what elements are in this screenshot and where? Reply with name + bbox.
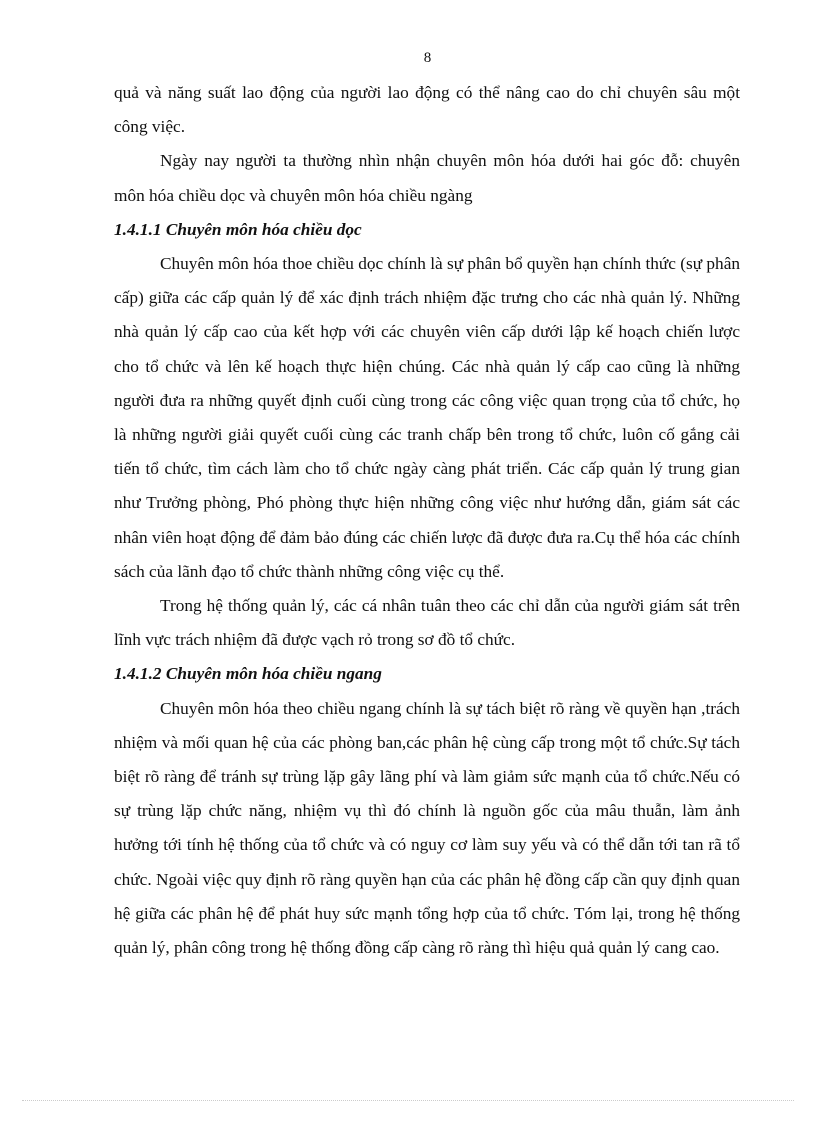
paragraph-vertical-specialization: Chuyên môn hóa thoe chiều dọc chính là sự phân bổ quyền hạn chính thức (sự phân cấp) giữa các cấp quản lý để xác định trách nhiệm đặc trưng cho các nhà quản lý. Những nhà quản lý cấp cao của kết hợp với các chuyên viên cấp dưới lập kế hoạch chiến lược cho tổ chức và lên kế hoạch thực hiện chúng. Các nhà quản lý cấp cao cũng là những người đưa ra những quyết định cuối cùng trong các công việc quan trọng của tổ chức, họ là những người giải quyết cuối cùng các tranh chấp bên trong tổ chức, luôn cố gắng cải tiến tổ chức, tìm cách làm cho tổ chức ngày càng phát triển. Các cấp quản lý trung gian như Trưởng phòng, Phó phòng thực hiện những công việc như hướng dẫn, giám sát các nhân viên hoạt động để đảm bảo đúng các chiến lược đã được đưa ra.Cụ thể hóa các chính sách của lãnh đạo tổ chức thành những công việc cụ thể. xyxy=(114,254,741,581)
paragraph-supervision: Trong hệ thống quản lý, các cá nhân tuân theo các chỉ dẫn của người giám sát trên lĩnh vực trách nhiệm đã được vạch rỏ trong sơ đồ tổ chức. xyxy=(114,596,740,650)
paragraph-horizontal-specialization: Chuyên môn hóa theo chiều ngang chính là sự tách biệt rõ ràng về quyền hạn ,trách nhiệm và mối quan hệ của các phòng ban,các phân hệ cùng cấp trong một tổ chức.Sự tách biệt rõ ràng để tránh sự trùng lặp gây lãng phí và làm giảm sức mạnh của tổ chức.Nếu có sự trùng lặp chức năng, nhiệm vụ thì đó chính là nguồn gốc của mâu thuẫn, làm ảnh hưởng tới tính hệ thống của tổ chức và có nguy cơ làm suy yếu và có thể dẫn tới tan rã tổ chức. Ngoài việc quy định rõ ràng quyền hạn của các phân hệ đồng cấp cần quy định quan hệ giữa các phân hệ để phát huy sức mạnh tổng hợp của tổ chức. Tóm lại, trong hệ thống quản lý, phân công trong hệ thống đồng cấp càng rõ ràng thì hiệu quả quản lý cang cao. xyxy=(114,698,740,958)
paragraph-continuation: quả và năng suất lao động của người lao động có thể nâng cao do chỉ chuyên sâu một công việc. xyxy=(114,83,740,137)
section-heading-vertical: 1.4.1.1 Chuyên môn hóa chiều dọc xyxy=(114,219,362,239)
document-body xyxy=(114,76,740,965)
page-bottom-divider xyxy=(22,1100,794,1101)
paragraph-intro: Ngày nay người ta thường nhìn nhận chuyên môn hóa dưới hai góc đỗ: chuyên môn hóa chiều dọc và chuyên môn hóa chiều ngàng xyxy=(114,151,740,205)
section-heading-horizontal: 1.4.1.2 Chuyên môn hóa chiều ngang xyxy=(114,664,382,684)
page-number: 8 xyxy=(423,50,432,66)
